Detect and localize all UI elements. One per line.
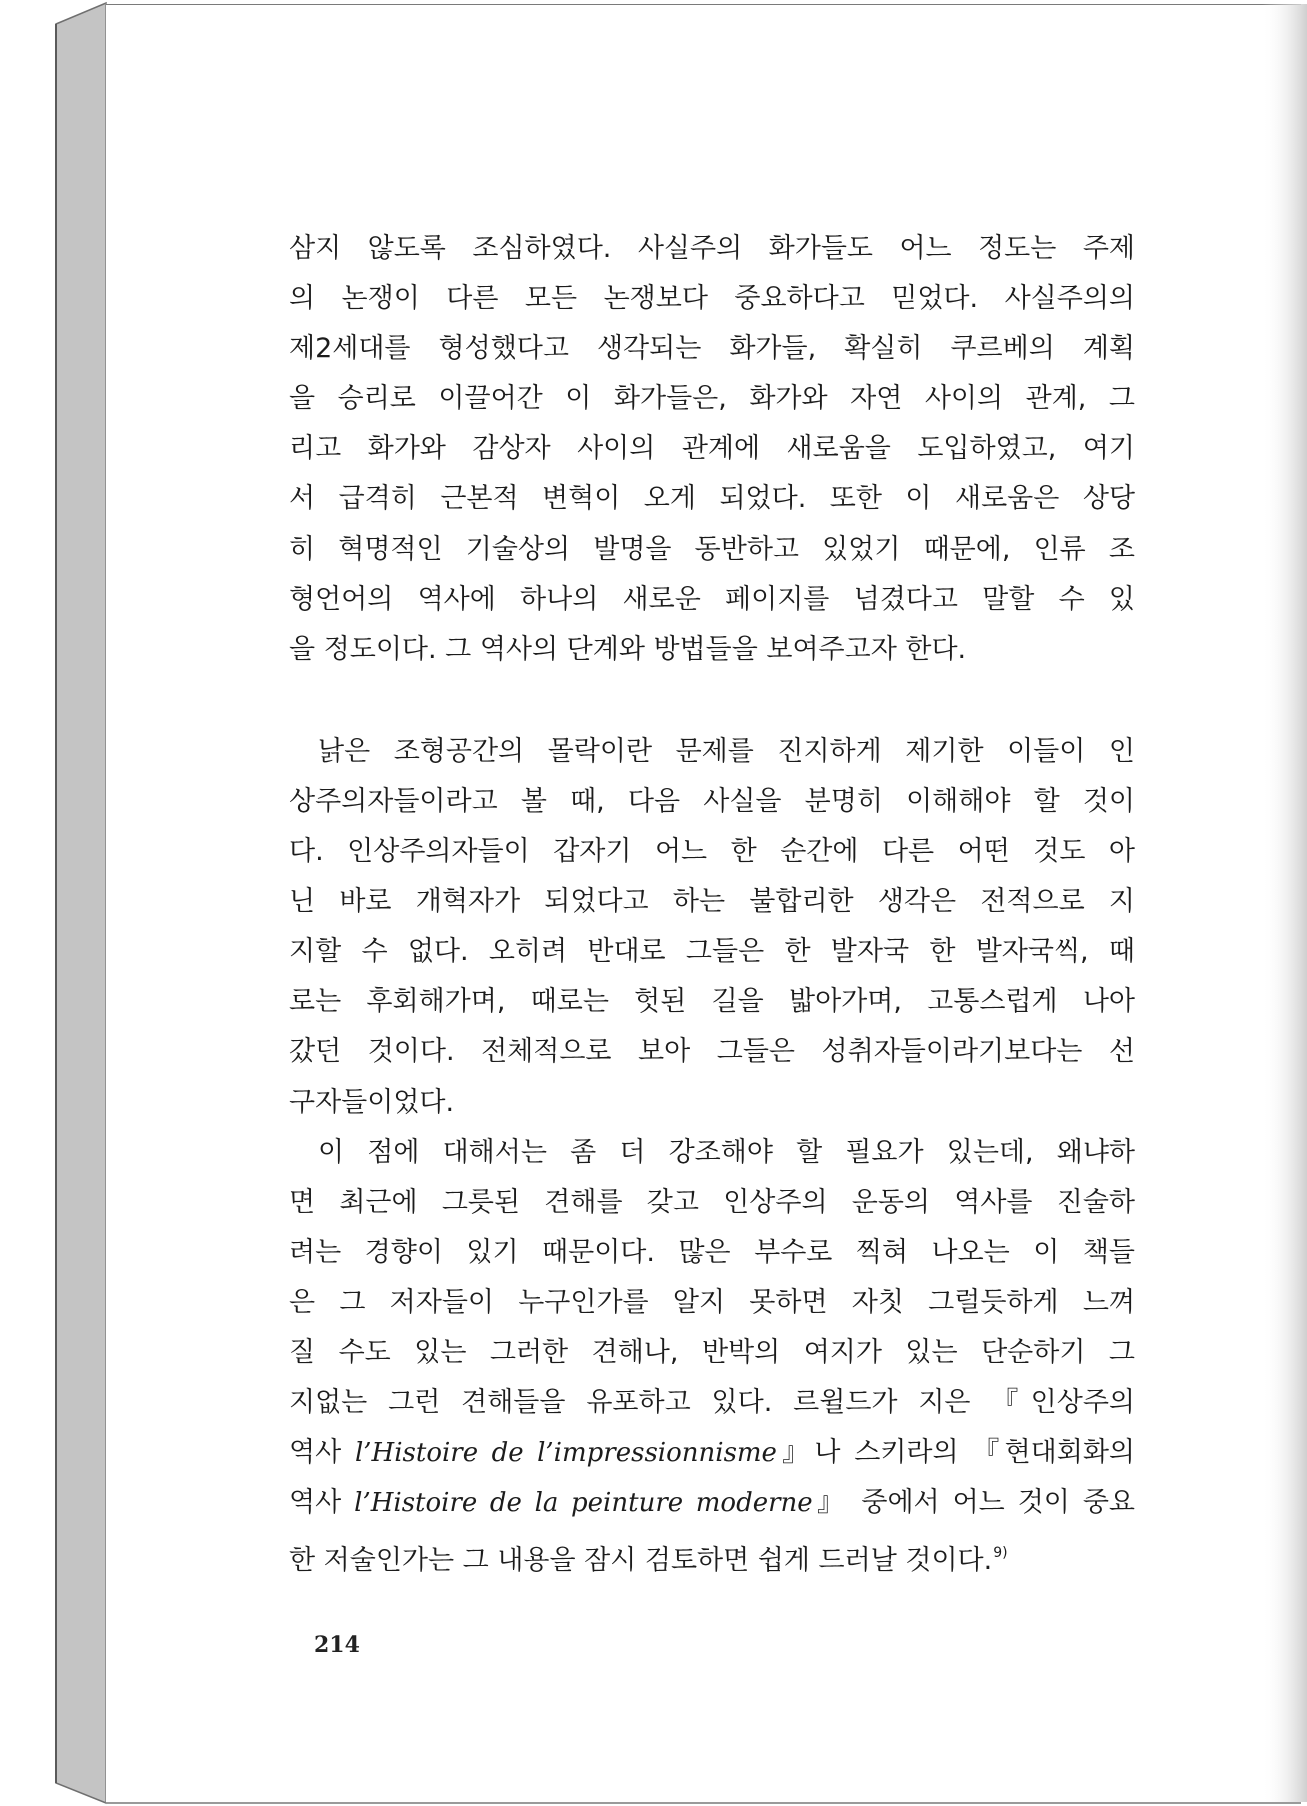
- text-line: 지할 수 없다. 오히려 반대로 그들은 한 발자국 한 발자국씩, 때: [289, 936, 1135, 968]
- footnote-marker: 9): [993, 1545, 1008, 1562]
- text-line: 질 수도 있는 그러한 견해나, 반박의 여지가 있는 단순하기 그: [289, 1336, 1135, 1368]
- text-line: 형언어의 역사에 하나의 새로운 페이지를 넘겼다고 말할 수 있: [289, 583, 1135, 615]
- paragraph-gap: [289, 675, 1135, 727]
- text-line: 구자들이었다.: [289, 1086, 455, 1118]
- text-line: [289, 1528, 1135, 1578]
- text-line: 리고 화가와 감상자 사이의 관계에 새로움을 도입하였고, 여기: [289, 433, 1135, 465]
- text-line: 을 정도이다. 그 역사의 단계와 방법들을 보여주고자 한다.: [289, 633, 967, 665]
- text-line: 상주의자들이라고 볼 때, 다음 사실을 분명히 이해해야 할 것이: [289, 785, 1135, 817]
- text-line: 려는 경향이 있기 때문이다. 많은 부수로 찍혀 나오는 이 책들: [289, 1236, 1135, 1268]
- text-segment: 역사: [289, 1487, 355, 1519]
- body-text: [289, 224, 1135, 1578]
- text-line: 서 급격히 근본적 변혁이 오게 되었다. 또한 이 새로움은 상당: [289, 483, 1135, 515]
- text-line: 로는 후회해가며, 때로는 헛된 길을 밟아가며, 고통스럽게 나아: [289, 986, 1135, 1018]
- paragraph-3: [289, 1128, 1135, 1579]
- text-line: 제2세대를 형성했다고 생각되는 화가들, 확실히 쿠르베의 계획: [289, 333, 1135, 365]
- text-line: 을 승리로 이끌어간 이 화가들은, 화가와 자연 사이의 관계, 그: [289, 383, 1135, 415]
- text-line: 갔던 것이다. 전체적으로 보아 그들은 성취자들이라기보다는 선: [289, 1036, 1135, 1068]
- text-line: 히 혁명적인 기술상의 발명을 동반하고 있었기 때문에, 인류 조: [289, 533, 1135, 565]
- italic-book-title: l’Histoire de l’impressionnisme: [354, 1438, 777, 1469]
- text-line: 다. 인상주의자들이 갑자기 어느 한 순간에 다른 어떤 것도 아: [289, 836, 1135, 868]
- text-line: 의 논쟁이 다른 모든 논쟁보다 중요하다고 믿었다. 사실주의의: [289, 283, 1135, 315]
- text-segment: 한 저술인가는 그 내용을 잠시 검토하면 쉽게 드러날 것이다.: [289, 1545, 993, 1577]
- text-segment: 역사: [289, 1437, 355, 1469]
- text-line: 은 그 저자들이 누구인가를 알지 못하면 자칫 그럴듯하게 느껴: [289, 1286, 1135, 1318]
- italic-book-title: l’Histoire de la peinture moderne: [354, 1488, 813, 1519]
- page-number: 214: [314, 1632, 360, 1658]
- text-line: 지없는 그런 견해들을 유포하고 있다. 르윌드가 지은 『인상주의: [289, 1387, 1135, 1419]
- text-segment: 』 중에서 어느 것이 중요: [812, 1487, 1135, 1519]
- text-segment: 』나 스키라의 『현대회화의: [776, 1437, 1135, 1469]
- paragraph-1: [289, 224, 1135, 675]
- paragraph-2: [289, 727, 1135, 1128]
- text-line-with-title: [289, 1428, 1135, 1478]
- text-line: 닌 바로 개혁자가 되었다고 하는 불합리한 생각은 전적으로 지: [289, 886, 1135, 918]
- text-line: 면 최근에 그릇된 견해를 갖고 인상주의 운동의 역사를 진술하: [289, 1186, 1135, 1218]
- text-line: 이 점에 대해서는 좀 더 강조해야 할 필요가 있는데, 왜냐하: [318, 1136, 1135, 1168]
- text-line: 낡은 조형공간의 몰락이란 문제를 진지하게 제기한 이들이 인: [318, 735, 1135, 767]
- text-line-with-title: [289, 1478, 1135, 1528]
- text-line: 삼지 않도록 조심하였다. 사실주의 화가들도 어느 정도는 주제: [289, 233, 1135, 264]
